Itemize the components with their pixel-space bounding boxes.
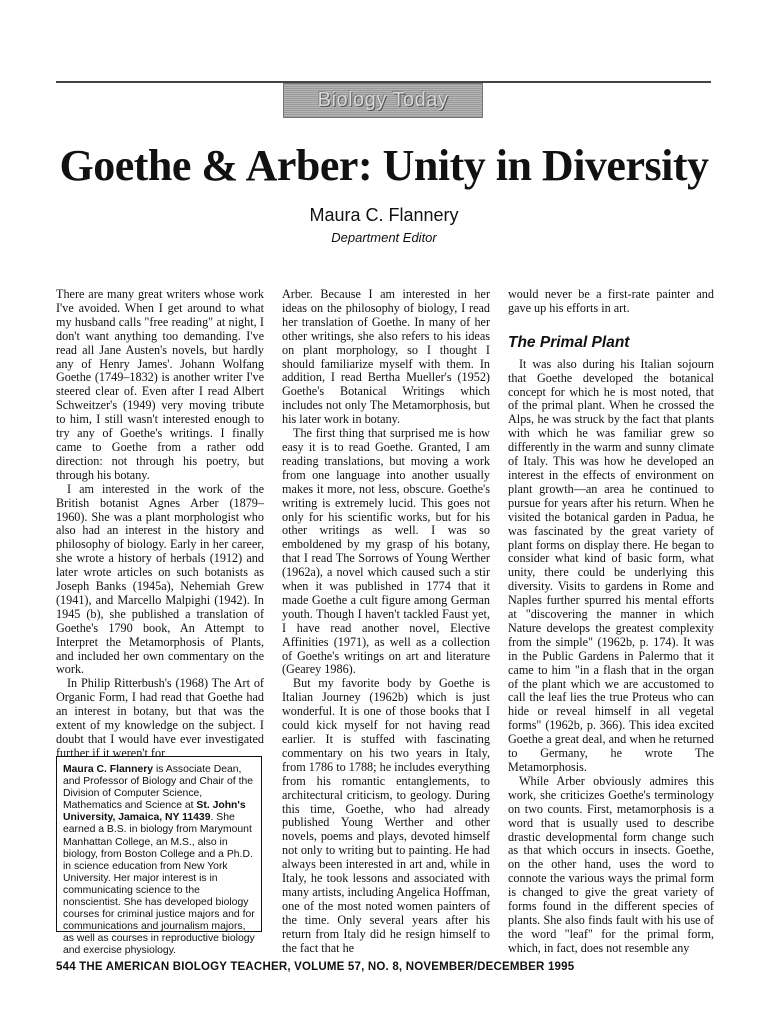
bio-text: . She earned a B.S. in biology from Marymount Manhattan College, an M.S., also in biology, from Boston College and a Ph.D. in science education from New York University. Her major interest is in communicating science to the nonscientist. She has developed biology courses for criminal justice majors and for communications and journalism majors, as well as courses in reproductive biology and exercise physiology. — [63, 812, 255, 957]
column-3 — [508, 288, 714, 956]
bio-text: is Associate Dean, and Professor of Biology and Chair of the Division of Computer Science, Mathematics and Science at — [63, 764, 254, 812]
section-heading: The Primal Plant — [508, 333, 630, 351]
paragraph: The first thing that surprised me is how easy it is to read Goethe. Granted, I am reading translations, but moving a work from one language into another usually makes it more, not less, obscure. Goethe's writing is extremely lucid. This goes not only for his scientific works, but for his other writings as well. I was so emboldened by my grasp of his botany, that I read The Sorrows of Young Werther (1962a), a novel which caused such a stir when it was published in 1774 that it made Goethe a cult figure among German youth. Though I haven't tackled Faust yet, I have read another novel, Elective Affinities (1971), as well as a collection of Goethe's writings on art and literature (Gearey 1986). — [282, 426, 490, 677]
bio-name: Maura C. Flannery — [63, 764, 154, 775]
bio-institution: St. John's University, Jamaica, NY 11439 — [63, 800, 246, 824]
paragraph: It was also during his Italian sojourn that Goethe developed the botanical concept for which he is most noted, that of the primal plant. When he crossed the Alps, he was struck by the fact that plants with which he was familiar grew so differently in the warm and sunny climate of Italy. This was how he developed an interest in the effects of environment on plant growth—an area he continued to pursue for years after his return. When he visited the botanical garden in Padua, he was fascinated by the great variety of plant forms on display there. He began to consider what kind of basic form, what unity, there could be underlying this diversity. Visits to gardens in Rome and Naples further spurred his mental efforts at "discovering the manner in which Nature develops the greatest complexity from the simple" (1962b, p. 174). It was in the Public Gardens in Palermo that it came to him "in a flash that in the organ of the plant which we are accustomed to call the leaf lies the true Proteus who can hide or reveal himself in all vegetal forms" (1962b, p. 366). This idea excited Goethe a great deal, and when he returned to Germany, he wrote The Metamorphosis. — [508, 356, 714, 774]
author-bio-box — [56, 756, 262, 957]
paragraph: While Arber obviously admires this work, she criticizes Goethe's terminology on two counts. First, metamorphosis is a word that is usually used to describe drastic developmental form change such as that which occurs in insects. Goethe, on the other hand, uses the word to connote the various ways the primal form is changed to give the great variety of forms found in the different species of plants. She also finds fault with his use of the word "leaf" for the primal form, which, in fact, does not resemble any — [508, 773, 714, 955]
section-banner — [283, 83, 483, 118]
paragraph: Arber. Because I am interested in her ideas on the philosophy of biology, I read her translation of Goethe. In many of her other writings, she also refers to his ideas on plant morphology, so I thought I should familiarize myself with them. In addition, I read Bertha Mueller's (1952) Goethe's Botanical Writings which includes not only The Metamorphosis, but his later work in botany. — [282, 287, 490, 427]
column-1 — [56, 288, 264, 761]
column-2 — [282, 288, 490, 956]
paragraph: But my favorite body by Goethe is Italian Journey (1962b) which is just wonderful. It is one of those books that I could kick myself for not having read earlier. It is stuffed with fascinating commentary on his two years in Italy, from 1786 to 1788; he includes everything from his romantic entanglements, to architectural criticism, to geology. During this time, Goethe, who had already published Young Werther and other novels, poems and plays, devoted himself not only to writing but to painting. He had always been interested in art and, while in Italy, he took lessons and associated with many artists, including Angelica Hoffman, one of the most noted women painters of the time. Only several years after his return from Italy did he resign himself to the fact that he — [282, 676, 490, 955]
banner-label: Biology Today — [317, 89, 449, 111]
author-name: Maura C. Flannery — [309, 205, 459, 225]
article-title: Goethe & Arber: Unity in Diversity — [59, 141, 709, 190]
paragraph: would never be a first-rate painter and gave up his efforts in art. — [508, 287, 714, 315]
author-role: Department Editor — [331, 230, 437, 245]
paragraph: In Philip Ritterbush's (1968) The Art of Organic Form, I had read that Goethe had an interest in botany, but that was the extent of my knowledge on the subject. I doubt that I would have ever investigated further if it weren't for — [56, 676, 264, 760]
paragraph: I am interested in the work of the British botanist Agnes Arber (1879–1960). She was a plant morphologist who also had an interest in the history and philosophy of biology. Early in her career, she wrote a history of herbals (1912) and later wrote articles on such botanists as Joseph Banks (1945a), Nehemiah Grew (1941), and Marcello Malpighi (1942). In 1945 (b), she published a translation of Goethe's 1790 book, An Attempt to Interpret the Metamorphosis of Plants, and included her own commentary on the work. — [56, 481, 264, 677]
page-footer: 544 THE AMERICAN BIOLOGY TEACHER, VOLUME 57, NO. 8, NOVEMBER/DECEMBER 1995 — [56, 961, 575, 973]
paragraph: There are many great writers whose work I've avoided. When I get around to what my husband calls "free reading" at night, I don't want anything too demanding. I've read all Jane Austen's novels, but hardly any of Henry James'. Johann Wolfang Goethe (1749–1832) is another writer I've steered clear of. Even after I read Albert Schweitzer's (1949) very moving tribute to him, I still wasn't interested enough to try any of Goethe's writings. I finally came to Goethe from a rather odd direction: not through his poetry, but through his botany. — [56, 287, 264, 482]
